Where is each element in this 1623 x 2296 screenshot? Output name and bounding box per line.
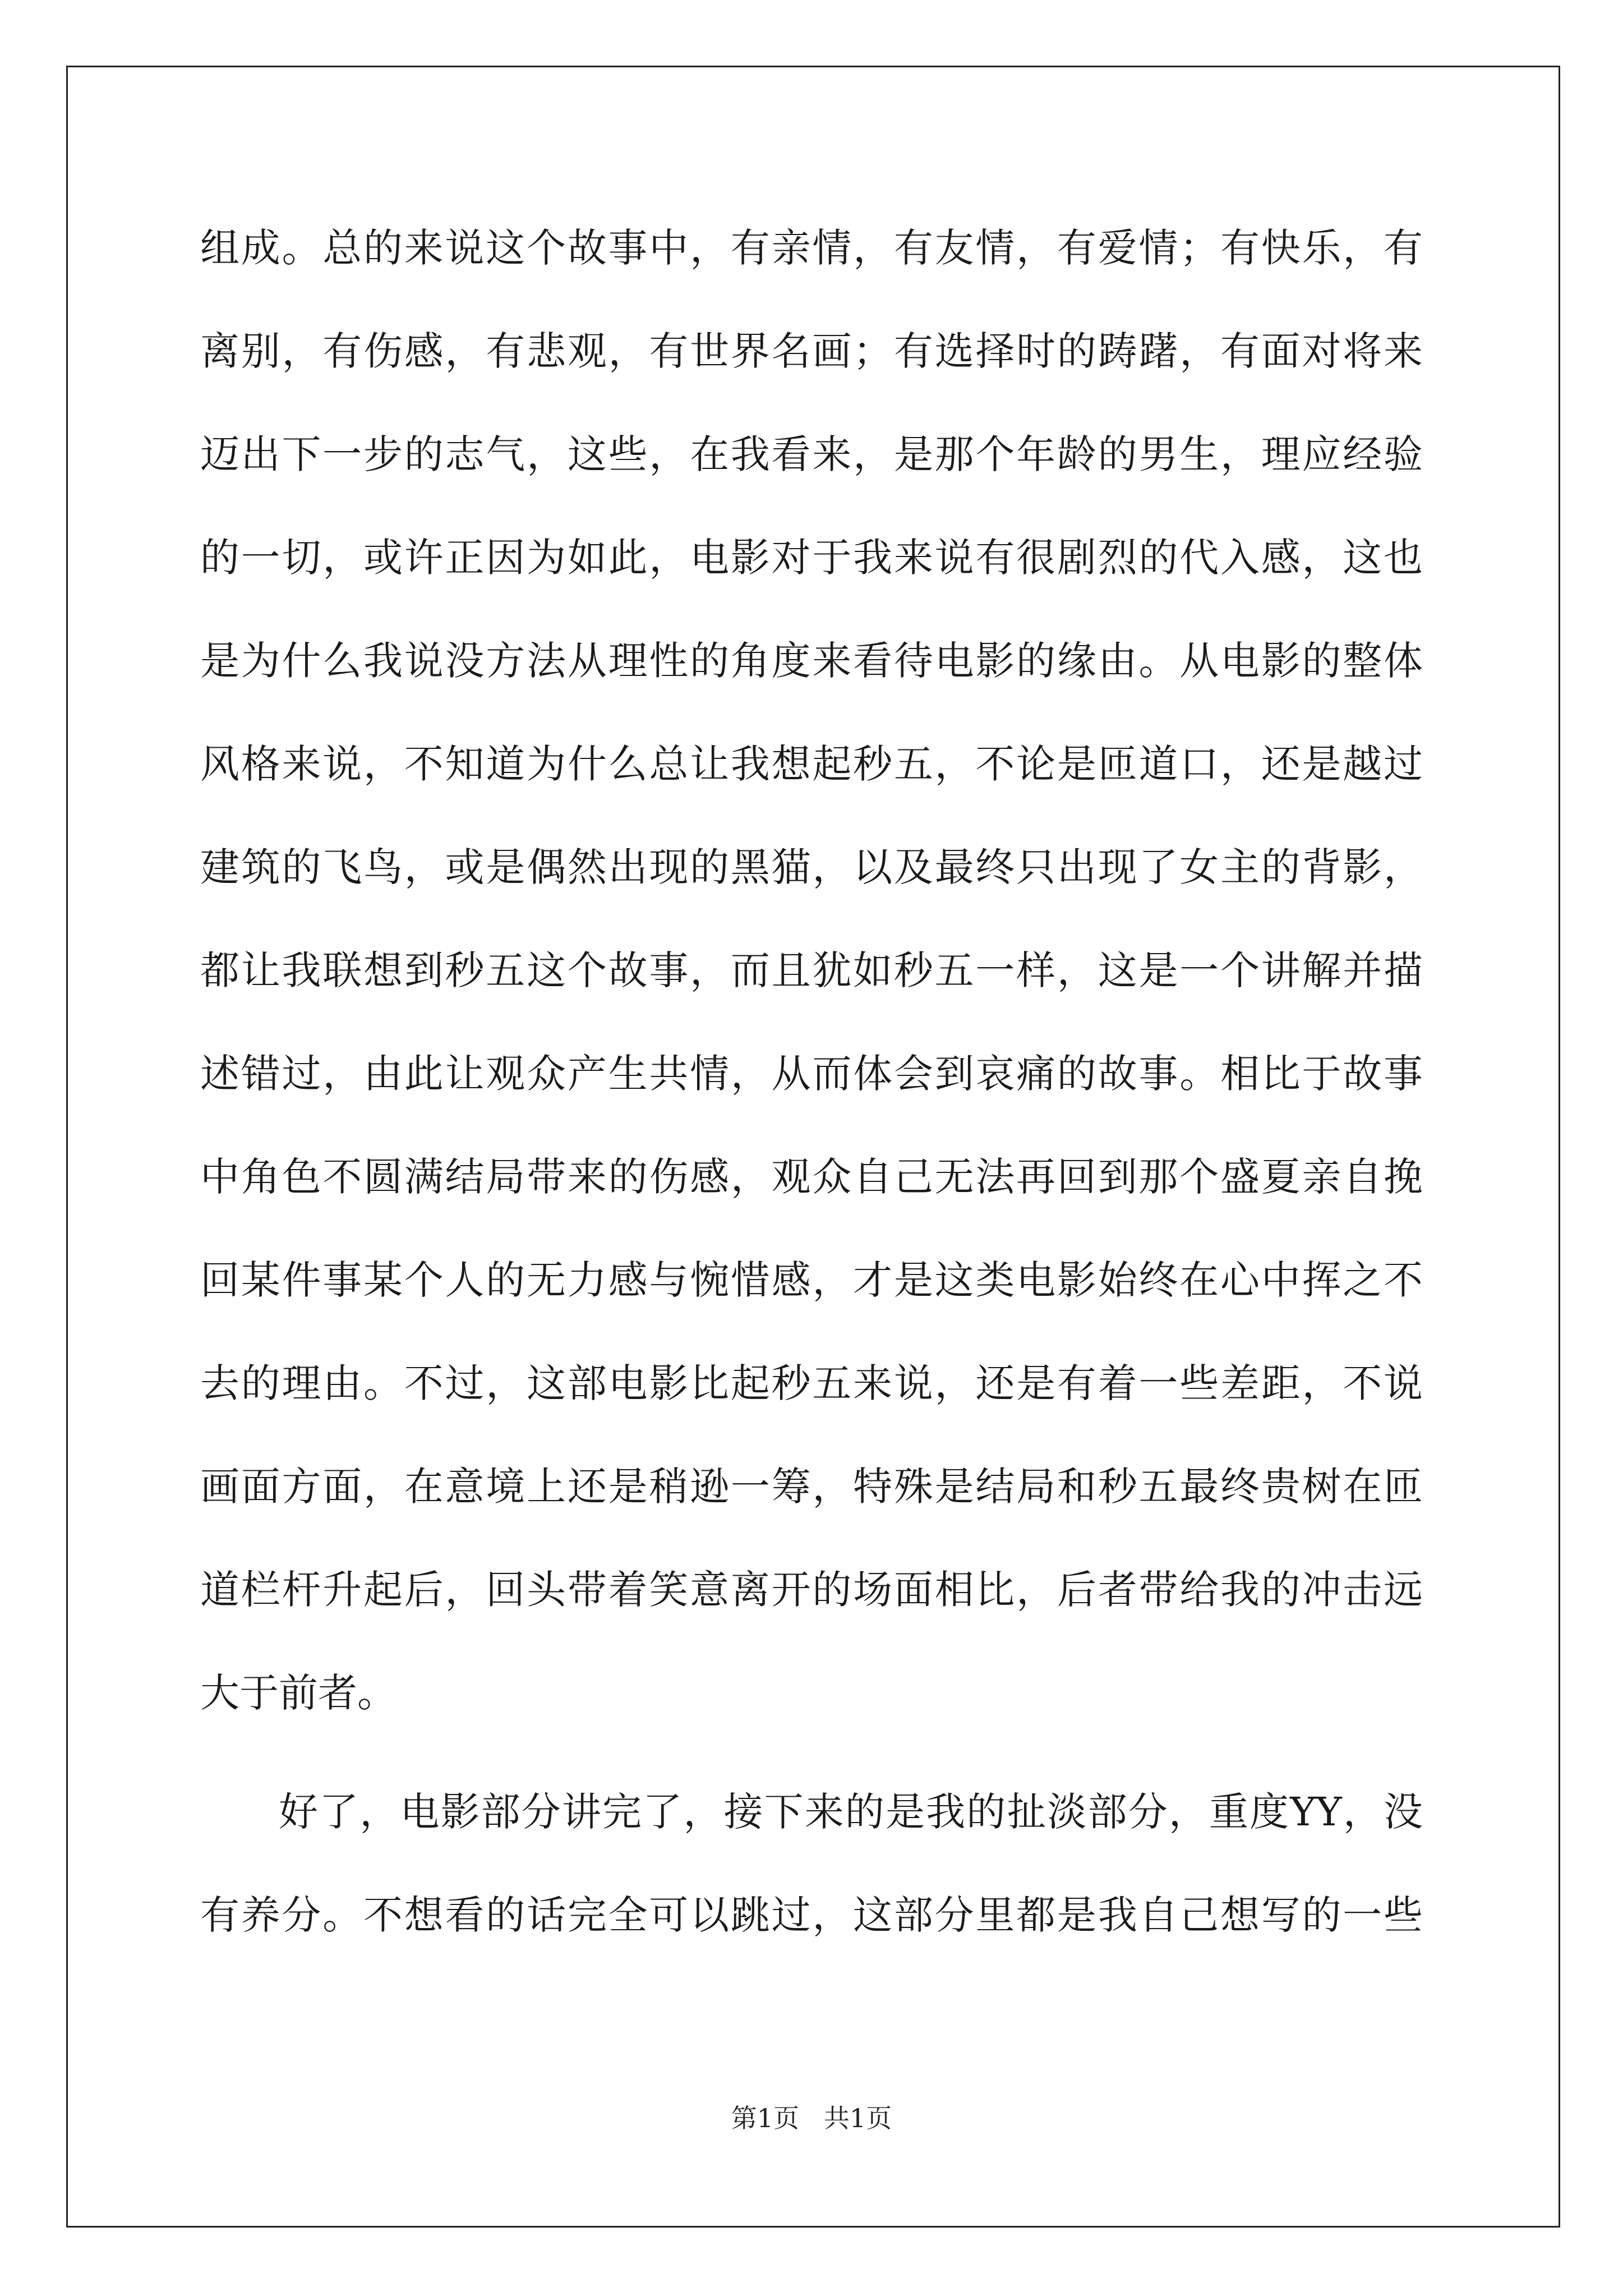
text-line: 画面方面，在意境上还是稍逊一筹，特殊是结局和秒五最终贵树在匝	[200, 1464, 1423, 1510]
text-line: 建筑的飞鸟，或是偶然出现的黑猫，以及最终只出现了女主的背影，	[200, 844, 1423, 890]
text-line: 中角色不圆满结局带来的伤感，观众自己无法再回到那个盛夏亲自挽	[200, 1154, 1423, 1200]
text-line: 道栏杆升起后，回头带着笑意离开的场面相比，后者带给我的冲击远	[200, 1567, 1423, 1613]
paragraph-1	[200, 209, 1423, 1757]
document-body	[200, 209, 1423, 1979]
text-line: 是为什么我说没方法从理性的角度来看待电影的缘由。从电影的整体	[200, 638, 1423, 684]
text-line: 组成。总的来说这个故事中，有亲情，有友情，有爱情；有快乐，有	[200, 225, 1423, 271]
paragraph-2	[200, 1773, 1423, 1979]
text-line: 去的理由。不过，这部电影比起秒五来说，还是有着一些差距，不说	[200, 1360, 1423, 1406]
text-line: 回某件事某个人的无力感与惋惜感，才是这类电影始终在心中挥之不	[200, 1257, 1423, 1303]
text-line: 风格来说，不知道为什么总让我想起秒五，不论是匝道口，还是越过	[200, 741, 1423, 787]
text-line: 好了，电影部分讲完了，接下来的是我的扯淡部分，重度YY，没	[279, 1789, 1423, 1835]
text-line: 离别，有伤感，有悲观，有世界名画；有选择时的踌躇，有面对将来	[200, 328, 1423, 374]
text-line: 大于前者。	[200, 1670, 396, 1716]
text-line: 的一切，或许正因为如此，电影对于我来说有很剧烈的代入感，这也	[200, 535, 1423, 581]
text-line: 都让我联想到秒五这个故事，而且犹如秒五一样，这是一个讲解并描	[200, 947, 1423, 993]
text-line: 有养分。不想看的话完全可以跳过，这部分里都是我自己想写的一些	[200, 1892, 1423, 1938]
page-number-footer: 第1页 共1页	[731, 2103, 892, 2133]
text-line: 迈出下一步的志气，这些，在我看来，是那个年龄的男生，理应经验	[200, 431, 1423, 477]
text-line: 述错过，由此让观众产生共情，从而体会到哀痛的故事。相比于故事	[200, 1051, 1423, 1097]
